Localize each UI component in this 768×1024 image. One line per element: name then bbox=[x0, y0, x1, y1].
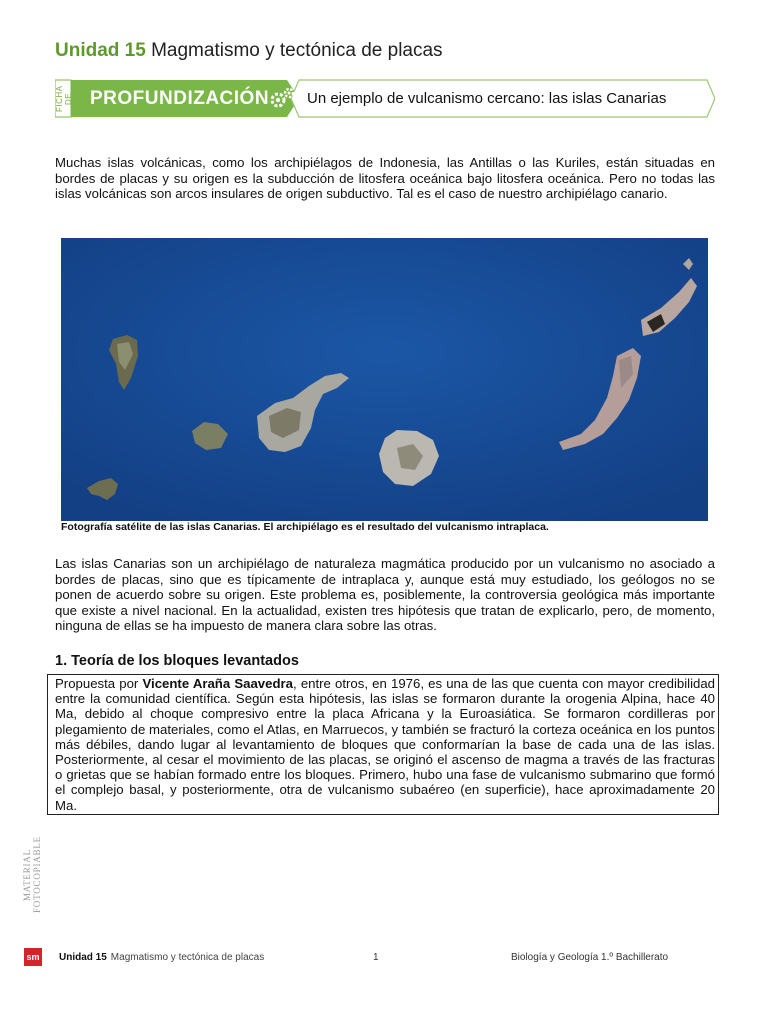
gears-icon bbox=[268, 86, 296, 112]
theory-author: Vicente Araña Saavedra bbox=[142, 676, 294, 691]
footer-book-title: Biología y Geología 1.º Bachillerato bbox=[511, 952, 669, 963]
theory-text bbox=[55, 676, 715, 813]
footer-unit-number: Unidad 15 bbox=[59, 952, 107, 963]
section-heading: 1. Teoría de los bloques levantados bbox=[55, 653, 299, 669]
body-paragraph: Las islas Canarias son un archipiélago de naturaleza magmática producido por un vulcanismo no asociado a bordes de placas, sino que es típicamente de intraplaca y, aunque está muy estudiado, los geólogos no se ponen de acuerdo sobre su origen. Este problema es, posiblemente, la controversia geológica más importante que existe a nivel nacional. En la actualidad, existen tres hipótesis que tratan de explicarlo, pero, de momento, ninguna de ellas se ha impuesto de manera clara sobre las otras. bbox=[55, 556, 715, 634]
theory-text-intro: Propuesta por bbox=[55, 676, 143, 691]
footer-unit-title: Magmatismo y tectónica de placas bbox=[110, 952, 265, 963]
banner-type-label: PROFUNDIZACIÓN bbox=[90, 88, 270, 109]
page-title bbox=[55, 40, 443, 62]
ficha-label: FICHA DE bbox=[55, 85, 73, 112]
unit-title: Magmatismo y tectónica de placas bbox=[151, 40, 443, 61]
banner-subtitle: Un ejemplo de vulcanismo cercano: las islas Canarias bbox=[307, 90, 667, 107]
publisher-logo: sm bbox=[24, 948, 42, 966]
page-number: 1 bbox=[373, 952, 379, 963]
footer-unit bbox=[59, 952, 264, 963]
theory-text-body: , entre otros, en 1976, es una de las que cuenta con mayor credibilidad entre la comunidad científica. Según esta hipótesis, las islas se formaron durante la orogenia Alpina, hace 40 Ma, debido al choque compresivo entre la placa Africana y la Euroasiática. Se formaron cordilleras por plegamiento de materiales, como el Atlas, en Marruecos, y también se fracturó la corteza oceánica en los puntos más débiles, dando lugar al levantamiento de bloques que conformarían la base de cada una de las islas. Posteriormente, al cesar el movimiento de las placas, se originó el ascenso de magma a través de las fracturas o grietas que se habían formado entre los bloques. Primero, hubo una fase de vulcanismo submarino que formó el complejo basal, y posteriormente, otra de vulcanismo subaéreo (en superficie), hace aproximadamente 20 Ma. bbox=[55, 676, 716, 813]
satellite-photo bbox=[61, 238, 708, 521]
unit-number: Unidad 15 bbox=[55, 40, 146, 61]
intro-paragraph: Muchas islas volcánicas, como los archipiélagos de Indonesia, las Antillas o las Kuriles, están situadas en bordes de placas y su origen es la subducción de litosfera oceánica bajo litosfera oceánica. Pero no todas las islas volcánicas son arcos insulares de origen subductivo. Tal es el caso de nuestro archipiélago canario. bbox=[55, 155, 715, 202]
photocopiable-label: MATERIAL FOTOCOPIABLE bbox=[22, 836, 42, 914]
figure-caption: Fotografía satélite de las islas Canarias. El archipiélago es el resultado del vulcanismo intraplaca. bbox=[61, 521, 549, 533]
